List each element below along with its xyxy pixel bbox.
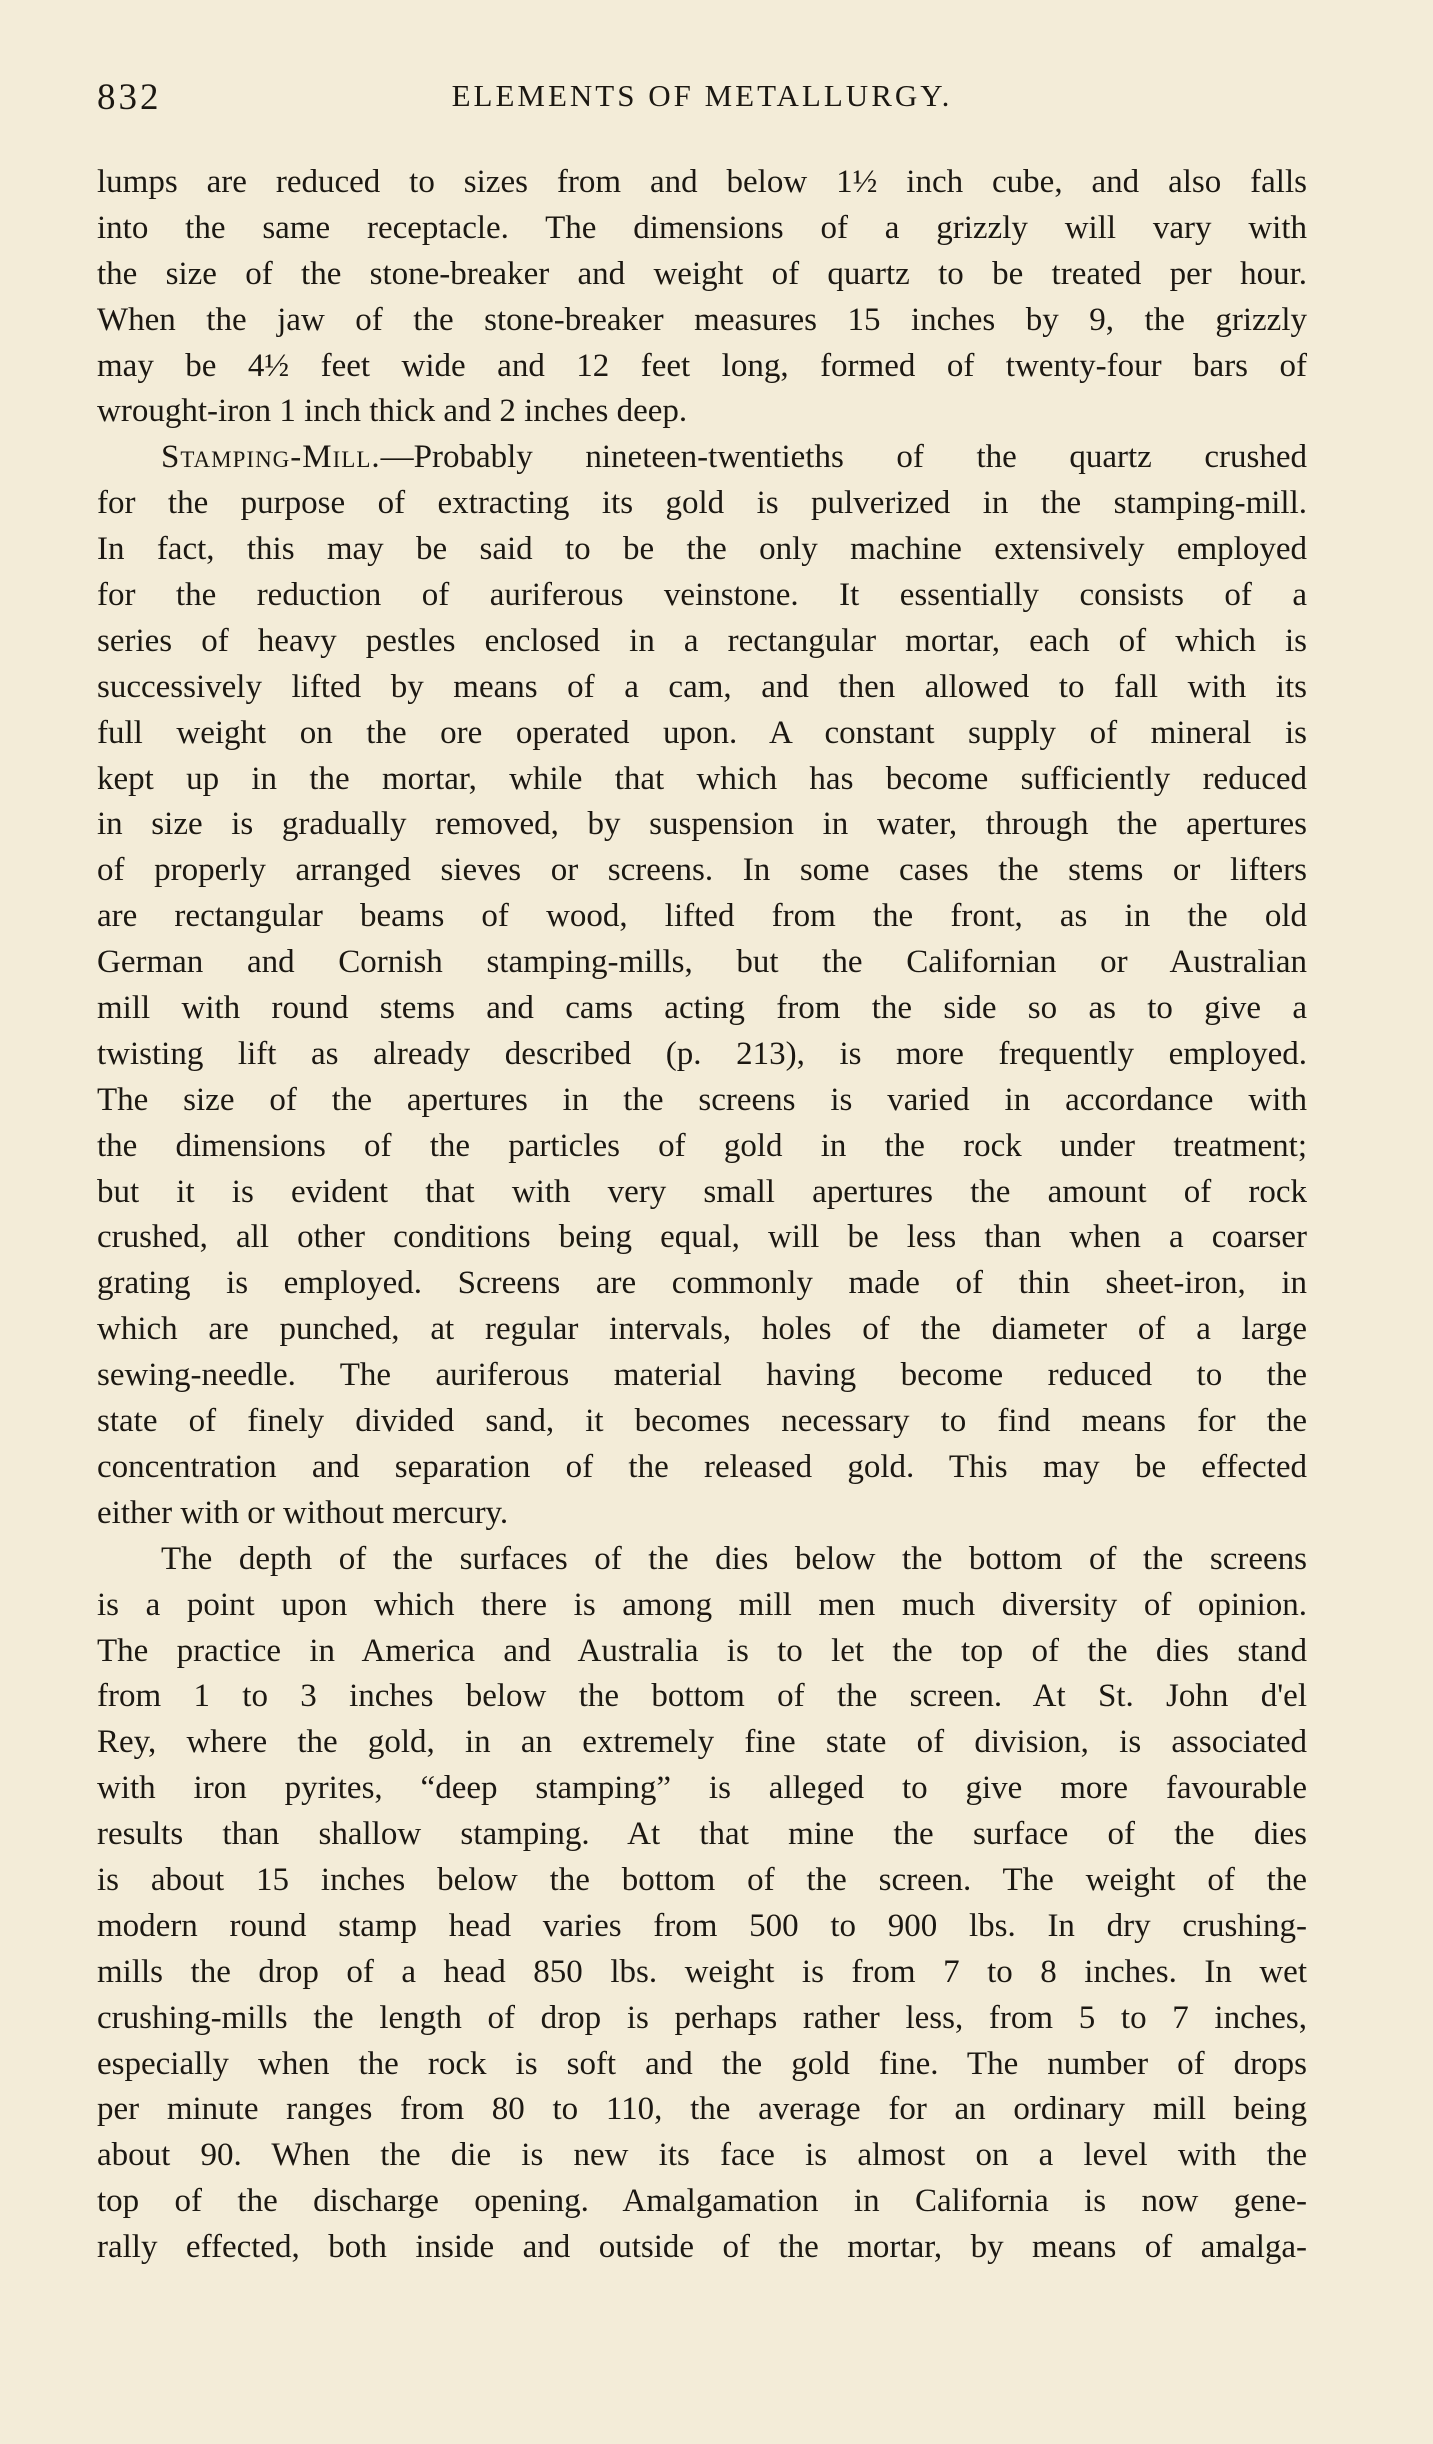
- text-line: but it is evident that with very small apertures the amount of rock: [97, 1173, 1307, 1210]
- text-line: in size is gradually removed, by suspension in water, through the apertures: [97, 806, 1307, 843]
- text-line: series of heavy pestles enclosed in a rectangular mortar, each of which is: [97, 622, 1307, 659]
- paragraph-1: [97, 160, 1307, 435]
- section-heading: Stamping-Mill.: [161, 439, 381, 476]
- text-line: grating is employed. Screens are commonly made of thin sheet-iron, in: [97, 1265, 1307, 1302]
- text-line: The size of the apertures in the screens is varied in accordance with: [97, 1081, 1307, 1118]
- text-line: sewing-needle. The auriferous material having become reduced to the: [97, 1357, 1307, 1394]
- text-line: Rey, where the gold, in an extremely fine state of division, is associated: [97, 1724, 1307, 1761]
- text-line: twisting lift as already described (p. 213), is more frequently employed.: [97, 1035, 1307, 1072]
- text-line: the size of the stone-breaker and weight of quartz to be treated per hour.: [97, 255, 1307, 292]
- text-line: crushing-mills the length of drop is perhaps rather less, from 5 to 7 inches,: [97, 1999, 1307, 2036]
- text-line: either with or without mercury.: [97, 1494, 509, 1531]
- text-line: of properly arranged sieves or screens. In some cases the stems or lifters: [97, 852, 1307, 889]
- text-line: wrought-iron 1 inch thick and 2 inches deep.: [97, 393, 688, 430]
- text-line: kept up in the mortar, while that which has become sufficiently reduced: [97, 760, 1307, 797]
- text-line: into the same receptacle. The dimensions of a grizzly will vary with: [97, 209, 1307, 246]
- text-line: When the jaw of the stone-breaker measures 15 inches by 9, the grizzly: [97, 301, 1307, 338]
- page-number: 832: [97, 77, 162, 118]
- text-line: [97, 435, 1307, 481]
- text-line: successively lifted by means of a cam, and then allowed to fall with its: [97, 668, 1307, 705]
- text-line: modern round stamp head varies from 500 to 900 lbs. In dry crushing-: [97, 1907, 1307, 1944]
- text-line: results than shallow stamping. At that mine the surface of the dies: [97, 1816, 1307, 1853]
- text-line: crushed, all other conditions being equal, will be less than when a coarser: [97, 1219, 1307, 1256]
- text-line: for the reduction of auriferous veinstone. It essentially consists of a: [97, 577, 1307, 614]
- text-line: In fact, this may be said to be the only machine extensively employed: [97, 531, 1307, 568]
- text-line: with iron pyrites, “deep stamping” is alleged to give more favourable: [97, 1770, 1307, 1807]
- text-line: The practice in America and Australia is to let the top of the dies stand: [97, 1632, 1307, 1669]
- text-line: are rectangular beams of wood, lifted from the front, as in the old: [97, 898, 1307, 935]
- text-line: German and Cornish stamping-mills, but the Californian or Australian: [97, 944, 1307, 981]
- text-line: may be 4½ feet wide and 12 feet long, formed of twenty-four bars of: [97, 347, 1307, 384]
- text-line: full weight on the ore operated upon. A constant supply of mineral is: [97, 714, 1307, 751]
- text-line: mills the drop of a head 850 lbs. weight is from 7 to 8 inches. In wet: [97, 1953, 1307, 1990]
- paragraph-stamping-mill: [97, 435, 1307, 1536]
- text-line: lumps are reduced to sizes from and below 1½ inch cube, and also falls: [97, 164, 1307, 200]
- text-line: especially when the rock is soft and the gold fine. The number of drops: [97, 2045, 1307, 2082]
- text-line: about 90. When the die is new its face is almost on a level with the: [97, 2137, 1307, 2174]
- text-line: is about 15 inches below the bottom of the screen. The weight of the: [97, 1861, 1307, 1898]
- paragraph-3: [97, 1537, 1307, 2271]
- text-line: state of finely divided sand, it becomes necessary to find means for the: [97, 1403, 1307, 1440]
- text-line: the dimensions of the particles of gold in the rock under treatment;: [97, 1127, 1307, 1164]
- text-line: from 1 to 3 inches below the bottom of the screen. At St. John d'el: [97, 1678, 1307, 1715]
- body-text: [97, 160, 1307, 2271]
- text-line: is a point upon which there is among mill men much diversity of opinion.: [97, 1586, 1307, 1623]
- text-line: which are punched, at regular intervals, holes of the diameter of a large: [97, 1311, 1307, 1348]
- text-line: per minute ranges from 80 to 110, the average for an ordinary mill being: [97, 2091, 1307, 2128]
- text-line: top of the discharge opening. Amalgamation in California is now gene-: [97, 2183, 1307, 2220]
- text-line: mill with round stems and cams acting from the side so as to give a: [97, 990, 1307, 1027]
- text-line: for the purpose of extracting its gold is pulverized in the stamping-mill.: [97, 485, 1307, 522]
- page-header: [97, 76, 1307, 128]
- text-line-content: —Probably nineteen-twentieths of the quartz crushed: [380, 439, 1307, 476]
- text-line: The depth of the surfaces of the dies below the bottom of the screens: [161, 1540, 1307, 1577]
- running-title: ELEMENTS OF METALLURGY.: [451, 78, 953, 113]
- text-line: rally effected, both inside and outside of the mortar, by means of amalga-: [97, 2229, 1307, 2266]
- text-line: concentration and separation of the released gold. This may be effected: [97, 1448, 1307, 1485]
